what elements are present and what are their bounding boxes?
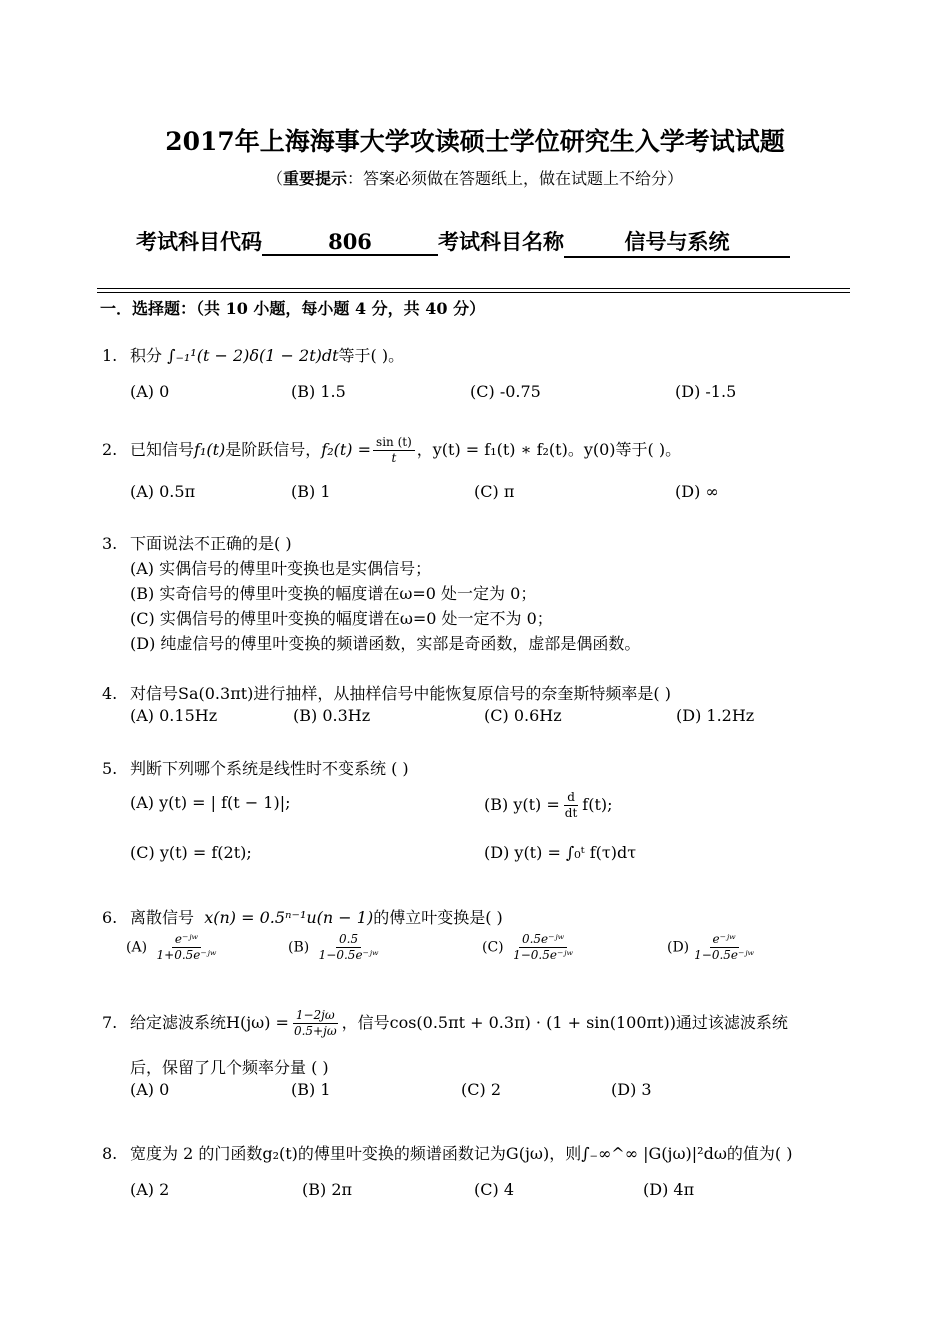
q3-option-a: (A) 实偶信号的傅里叶变换也是实偶信号； [130, 559, 432, 578]
question-2: 2. 已知信号f₁(t)是阶跃信号，f₂(t) = $\frac{\sin (t)}{t}$ ，y(t) = f₁(t) ∗ f₂(t)。y(0)等于( )。 [102, 435, 682, 465]
q6-option-c: (C) $\frac{\text{0.5e⁻ʲʷ}}{\text{1−0.5e⁻ʲʷ}}$ [482, 932, 573, 962]
subject-name-label: 考试科目名称 [438, 229, 564, 254]
q4-option-a: (A) 0.15Hz [130, 706, 218, 725]
subject-line [136, 226, 790, 258]
q6-option-d: (D) $\frac{\text{e⁻ʲʷ}}{\text{1−0.5e⁻ʲʷ}}$ [667, 932, 755, 962]
question-3: 3. 下面说法不正确的是( ) [102, 534, 292, 553]
q2-option-a: (A) 0.5π [130, 482, 196, 501]
q1-option-c: (C) -0.75 [470, 382, 541, 401]
subject-code-label: 考试科目代码 [136, 229, 262, 254]
question-8: 8. 宽度为 2 的门函数g₂(t)的傅里叶变换的频谱函数记为G(jω)，则∫₋∞^∞ |G(jω)|²dω的值为( ) [102, 1144, 793, 1163]
important-notice: （重要提示：答案必须做在答题纸上，做在试题上不给分） [266, 169, 684, 188]
q1-integral: ∫₋₁¹(t − 2)δ(1 − 2t)dt [167, 346, 339, 365]
question-7: 7. 给定滤波系统H(jω) = $\frac{1-2j\omega}{0.5+j\omega}$ ，信号cos(0.5πt + 0.3π) · (1 + sin(100πt))通过该滤波系统 [102, 1008, 788, 1038]
q2-option-d: (D) ∞ [675, 482, 719, 501]
q6-option-b: (B) $\frac{0.5}{\text{1−0.5e⁻ʲʷ}}$ [288, 932, 379, 962]
q4-option-b: (B) 0.3Hz [293, 706, 371, 725]
q4-option-d: (D) 1.2Hz [676, 706, 755, 725]
question-6: 6. 离散信号 x(n) = 0.5ⁿ⁻¹u(n − 1)的傅立叶变换是( ) [102, 908, 503, 927]
notice-label: 重要提示 [282, 169, 347, 188]
question-1: 1. 积分 ∫₋₁¹(t − 2)δ(1 − 2t)dt等于( )。 [102, 346, 405, 365]
q2-option-c: (C) π [474, 482, 515, 501]
q5-option-b: (B) y(t) = $\frac{d}{dt}$ f(t); [484, 790, 613, 820]
divider-line [97, 288, 850, 289]
q5-option-d: (D) y(t) = ∫₀ᵗ f(τ)dτ [484, 843, 637, 862]
q3-option-b: (B) 实奇信号的傅里叶变换的幅度谱在ω=0 处一定为 0； [130, 584, 537, 603]
q7-transfer-fraction: $\frac{1-2j\omega}{0.5+j\omega}$ [293, 1008, 337, 1038]
q2-option-b: (B) 1 [291, 482, 331, 501]
subject-code-value: 806 [262, 229, 438, 256]
q1-option-d: (D) -1.5 [675, 382, 737, 401]
q1-option-a: (A) 0 [130, 382, 170, 401]
q2-fraction: $\frac{\sin (t)}{t}$ [373, 435, 415, 466]
question-4: 4. 对信号Sa(0.3πt)进行抽样，从抽样信号中能恢复原信号的奈奎斯特频率是( ) [102, 684, 671, 703]
q4-option-c: (C) 0.6Hz [484, 706, 562, 725]
q8-option-b: (B) 2π [302, 1180, 353, 1199]
q7-option-c: (C) 2 [461, 1080, 501, 1099]
divider-line [97, 292, 850, 293]
section-title: 一．选择题：（共 10 小题，每小题 4 分，共 40 分） [100, 299, 486, 318]
question-5: 5. 判断下列哪个系统是线性时不变系统 ( ) [102, 759, 409, 778]
exam-title: 2017年上海海事大学攻读硕士学位研究生入学考试试题 [165, 127, 785, 156]
q7-option-b: (B) 1 [291, 1080, 331, 1099]
q8-option-c: (C) 4 [474, 1180, 514, 1199]
q5-option-a: (A) y(t) = | f(t − 1)|; [130, 793, 291, 812]
q7-line-2: 后，保留了几个频率分量 ( ) [130, 1058, 329, 1077]
q8-option-d: (D) 4π [643, 1180, 695, 1199]
q3-option-d: (D) 纯虚信号的傅里叶变换的频谱函数，实部是奇函数，虚部是偶函数。 [130, 634, 641, 653]
q6-option-a: (A) $\frac{\text{e⁻ʲʷ}}{\text{1+0.5e⁻ʲʷ}}$ [126, 932, 217, 962]
q3-option-c: (C) 实偶信号的傅里叶变换的幅度谱在ω=0 处一定不为 0； [130, 609, 553, 628]
q7-option-d: (D) 3 [611, 1080, 652, 1099]
q5-option-c: (C) y(t) = f(2t); [130, 843, 252, 862]
q7-option-a: (A) 0 [130, 1080, 170, 1099]
subject-name-value: 信号与系统 [564, 226, 790, 258]
q8-option-a: (A) 2 [130, 1180, 170, 1199]
q1-option-b: (B) 1.5 [291, 382, 346, 401]
